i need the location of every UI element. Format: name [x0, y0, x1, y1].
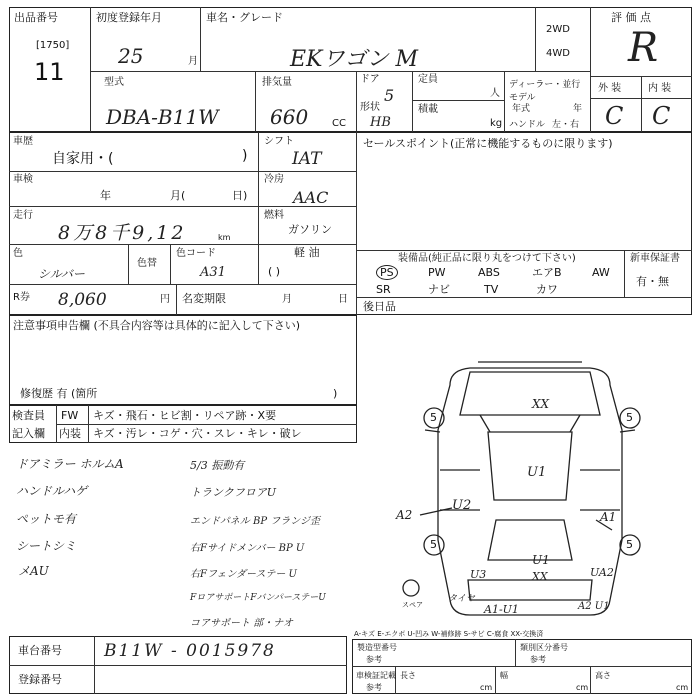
model-grade-label: 車名・グレード [206, 11, 283, 24]
capacity-unit: 人 [490, 88, 500, 99]
inspection-month: 月( [170, 189, 186, 202]
ac-label: 冷房 [264, 174, 284, 185]
ac-value: AAC [293, 188, 329, 207]
lot-label: 出品番号 [14, 11, 58, 24]
inspector-label1: 検査員 [12, 409, 45, 422]
car-rear-window [488, 520, 572, 560]
fw-label: FW [61, 409, 79, 422]
model-label: モデル [509, 93, 536, 103]
mileage-value: 8万8千9,12 [58, 222, 187, 244]
equip-pw: PW [428, 266, 446, 279]
wd2-label: 2WD [546, 24, 570, 35]
equip-leather: カワ [536, 283, 558, 296]
recycle-yen: 円 [160, 294, 170, 305]
shape-label: 形状 [360, 102, 380, 113]
equip-sr: SR [376, 283, 391, 296]
mark-u3: U3 [470, 568, 487, 581]
equip-ps-circle: PS [376, 265, 398, 280]
type-value: DBA-B11W [106, 105, 219, 129]
mark-a2: A2 [396, 508, 413, 522]
load-label: 積載 [418, 104, 438, 115]
displacement-label: 排気量 [262, 77, 292, 88]
history-value: 自家用・( [52, 151, 114, 167]
remark-left-5: メAU [18, 564, 49, 578]
mark-u1-rear: U1 [532, 553, 550, 567]
remark-left-2: ハンドルハゲ [16, 484, 88, 498]
wheel-label-rl: 5 [430, 538, 437, 551]
std-ref-label: 参考 [366, 683, 382, 692]
handle-label: ハンドル [509, 120, 546, 130]
prod-label: 製造型番号 [357, 643, 397, 652]
std-label: 車検証記載 [356, 671, 396, 680]
dealer-label: ディーラー・並行 [509, 80, 581, 90]
type-label: 型式 [104, 77, 124, 88]
exterior-label: 外 装 [598, 83, 622, 94]
first-reg-year: 25 [118, 44, 144, 68]
remark-right-7: コアサポート 部・ナオ [190, 618, 293, 629]
equip-aw: AW [592, 266, 610, 279]
inspection-label: 車検 [13, 174, 33, 185]
history-label: 車歴 [13, 136, 33, 147]
lot-number: 11 [34, 58, 65, 86]
mileage-unit: km [218, 233, 231, 242]
door-label: ドア [360, 74, 380, 85]
wheel-label-fr: 5 [626, 411, 633, 424]
remark-left-4: シートシミ [16, 539, 77, 553]
fw-items: キズ・飛石・ヒビ割・リペア跡・X要 [93, 409, 277, 422]
handle-value: 左・右 [552, 120, 580, 130]
repair-close: ) [333, 387, 338, 400]
sales-point-label: セールスポイント(正常に機能するものに限ります) [363, 137, 613, 150]
damage-legend: A-キズ E-エクボ U-凹み W-補修跡 S-サビ C-腐食 XX-交換済 [354, 630, 544, 638]
name-change-day: 日 [338, 294, 348, 305]
mark-u2: U2 [452, 498, 472, 513]
notes-label: 注意事項申告欄 (不具合内容等は具体的に記入して下さい) [13, 319, 301, 332]
mark-a1: A1 [600, 510, 617, 524]
hgt-label: 高さ [595, 671, 611, 680]
name-change-month: 月 [282, 294, 292, 305]
hgt-unit: cm [676, 683, 689, 692]
inspection-year: 年 [100, 189, 111, 202]
eval-value: R [628, 25, 659, 71]
recycle-value: 8,060 [58, 290, 107, 310]
load-unit: kg [490, 118, 503, 129]
inspector-label2: 記入欄 [12, 427, 45, 440]
wid-label: 幅 [500, 671, 508, 680]
interior-inspect-label: 内装 [59, 427, 81, 440]
shift-value: IAT [292, 149, 322, 169]
color-code-value: A31 [200, 265, 226, 280]
year-unit: 年 [573, 104, 583, 114]
remark-left-3: ペットモ有 [16, 512, 77, 526]
interior-label: 内 装 [648, 83, 672, 94]
spare-tire [403, 580, 419, 596]
inspection-day: 日) [232, 189, 248, 202]
shift-label: シフト [264, 136, 294, 147]
lot-bracket: [1750] [36, 40, 70, 51]
model-year-label: 年式 [512, 104, 531, 114]
color-change-label: 色替 [137, 258, 157, 269]
name-change-label: 名変期限 [182, 292, 226, 305]
equip-tv: TV [484, 283, 499, 296]
color-code-label: 色コード [176, 248, 216, 259]
len-label: 長さ [400, 671, 416, 680]
shape-value: HB [370, 115, 391, 130]
car-hood [460, 372, 600, 415]
remark-right-2: トランクフロアU [190, 486, 277, 499]
wd4-label: 4WD [546, 48, 570, 59]
remark-right-3: エンドパネル BP フランジ歪 [190, 516, 320, 527]
equip-abs: ABS [478, 266, 500, 279]
tire-label: タイヤ [448, 594, 475, 604]
interior-inspect-items: キズ・汚レ・コゲ・穴・スレ・キレ・破レ [93, 427, 302, 440]
prod-ref-label: 参考 [366, 655, 382, 664]
reg-label: 登録番号 [18, 673, 62, 686]
displacement-value: 660 [270, 105, 309, 129]
class-ref-label: 参考 [530, 655, 546, 664]
remark-right-1: 5/3 振動有 [190, 459, 245, 472]
color-value: シルバー [38, 267, 85, 281]
color-label: 色 [13, 248, 23, 259]
exterior-value: C [605, 102, 624, 130]
first-reg-label: 初度登録年月 [96, 11, 162, 24]
class-label: 類別区分番号 [520, 643, 568, 652]
len-unit: cm [480, 683, 493, 692]
mileage-label: 走行 [13, 210, 33, 221]
eval-label: 評 価 点 [611, 11, 651, 24]
fuel-gasoline: ガソリン [288, 223, 332, 236]
remark-right-5: 右Fフェンダーステー U [190, 569, 297, 580]
chassis-label: 車台番号 [18, 644, 62, 657]
interior-value: C [652, 102, 671, 130]
mark-xx-rear: XX [532, 570, 548, 583]
fuel-label: 燃料 [264, 210, 284, 221]
wid-unit: cm [576, 683, 589, 692]
warranty-label: 新車保証書 [630, 253, 680, 264]
first-reg-month-unit: 月 [188, 56, 198, 67]
displacement-unit: CC [332, 118, 346, 129]
mark-a2-u1: A2 U1 [578, 601, 610, 612]
mark-u1-roof: U1 [527, 465, 547, 480]
capacity-label: 定員 [418, 74, 438, 85]
equip-navi: ナビ [428, 283, 450, 296]
warranty-value: 有・無 [636, 275, 669, 288]
mark-xx-front: XX [532, 397, 550, 411]
equip-airbag: エアB [532, 266, 562, 279]
spare-label: スペア [402, 601, 423, 609]
door-value: 5 [384, 86, 395, 105]
remark-right-4: 右Fサイドメンバー BP U [190, 543, 305, 554]
chassis-value: B11W - 0015978 [104, 641, 276, 661]
repair-label: 修復歴 有 (箇所 [20, 387, 98, 400]
after-label: 後日品 [363, 300, 396, 313]
remark-left-1: ドアミラー ホルムA [16, 457, 124, 471]
mark-ua2: UA2 [590, 566, 614, 579]
recycle-label: R券 [13, 292, 30, 303]
mark-a1-u1: A1-U1 [484, 603, 519, 616]
wheel-label-rr: 5 [626, 538, 633, 551]
fuel-paren: ( ) [268, 265, 281, 278]
history-close: ) [242, 148, 248, 164]
remark-right-6: FロアサポートFバンパーステーU [190, 593, 326, 603]
wheel-label-fl: 5 [430, 411, 437, 424]
model-grade-value: EKワゴン M [290, 47, 419, 72]
equipment-header: 装備品(純正品に限り丸をつけて下さい) [398, 253, 576, 264]
fuel-diesel: 軽 油 [294, 246, 320, 259]
